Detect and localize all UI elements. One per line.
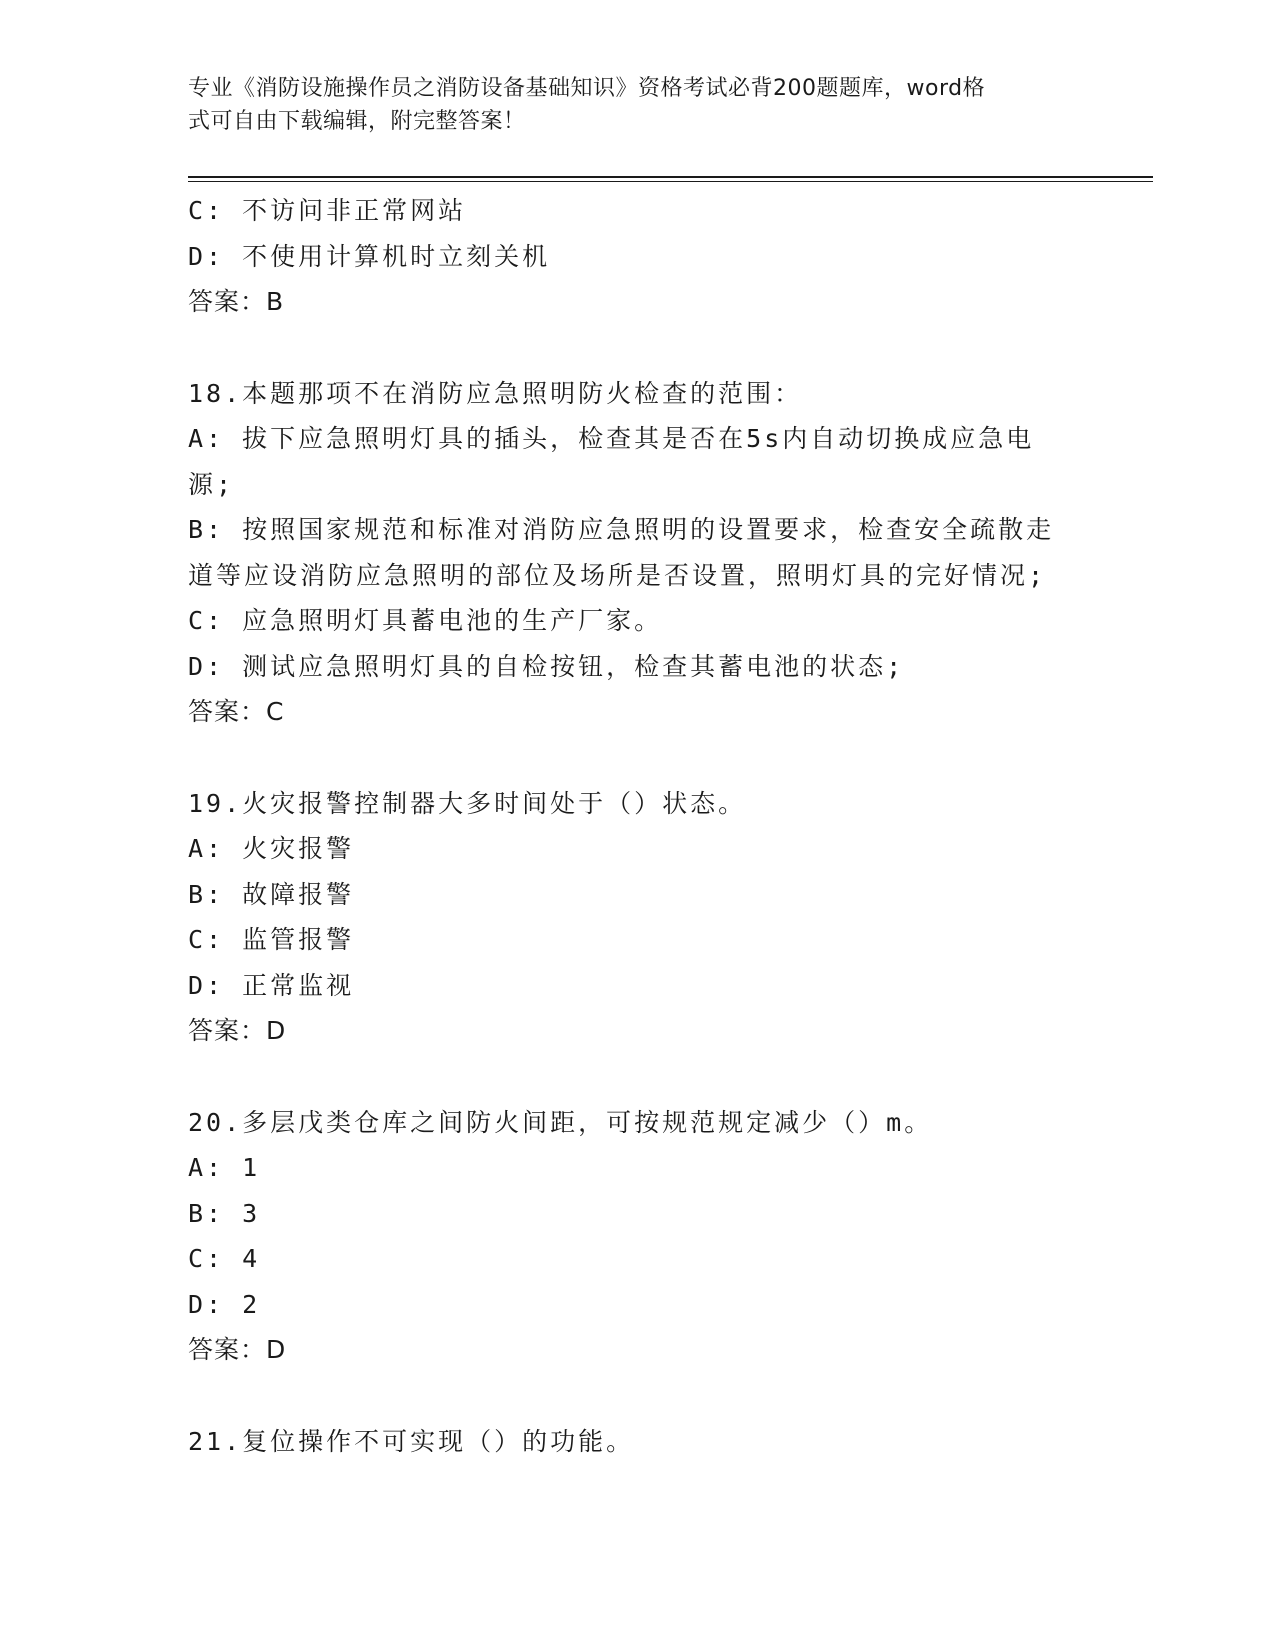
question-19 — [188, 781, 1088, 1054]
spacer — [188, 735, 1088, 781]
option-a: A: 火灾报警 — [188, 834, 355, 863]
question-list — [188, 188, 1088, 1464]
option-c: C: 不访问非正常网站 — [188, 196, 467, 225]
question-text: 18.本题那项不在消防应急照明防火检查的范围： — [188, 378, 803, 408]
option-c: C: 监管报警 — [188, 925, 355, 954]
option-b: B: 3 — [188, 1198, 261, 1228]
header-title-line-2: 式可自由下载编辑，附完整答案！ — [188, 109, 526, 134]
option-a: A: 拔下应急照明灯具的插头，检查其是否在5s内自动切换成应急电 — [188, 424, 1035, 453]
answer-line: 答案：C — [188, 697, 285, 726]
option-c: C: 应急照明灯具蓄电池的生产厂家。 — [188, 606, 663, 635]
option-a: A: 1 — [188, 1153, 261, 1182]
question-text: 20.多层戊类仓库之间防火间距，可按规范规定减少（）m。 — [188, 1107, 933, 1137]
option-c: C: 4 — [188, 1244, 261, 1273]
spacer — [188, 1373, 1088, 1419]
question-20 — [188, 1100, 1088, 1373]
spacer — [188, 325, 1088, 371]
option-a-continued: 源; — [188, 469, 235, 499]
spacer — [188, 1054, 1088, 1100]
option-d: D: 2 — [188, 1289, 261, 1319]
question-17-tail — [188, 188, 1088, 325]
question-18 — [188, 371, 1088, 735]
header-divider-thin — [188, 181, 1153, 182]
answer-line: 答案：D — [188, 1016, 287, 1045]
answer-line: 答案：D — [188, 1335, 287, 1364]
answer-line: 答案：B — [188, 287, 285, 316]
question-text: 21.复位操作不可实现（）的功能。 — [188, 1426, 635, 1456]
question-text: 19.火灾报警控制器大多时间处于（）状态。 — [188, 788, 747, 818]
header-divider-thick — [188, 176, 1153, 178]
header-title-line-1: 专业《消防设施操作员之消防设备基础知识》资格考试必背200题题库，word格 — [188, 76, 986, 101]
document-header — [188, 72, 1088, 138]
option-d: D: 正常监视 — [188, 970, 355, 1000]
option-d: D: 不使用计算机时立刻关机 — [188, 241, 551, 271]
option-b-continued: 道等应设消防应急照明的部位及场所是否设置，照明灯具的完好情况; — [188, 560, 1047, 590]
option-b: B: 按照国家规范和标准对消防应急照明的设置要求，检查安全疏散走 — [188, 515, 1055, 544]
option-d: D: 测试应急照明灯具的自检按钮，检查其蓄电池的状态; — [188, 651, 905, 681]
option-b: B: 故障报警 — [188, 879, 355, 909]
question-21 — [188, 1419, 1088, 1465]
